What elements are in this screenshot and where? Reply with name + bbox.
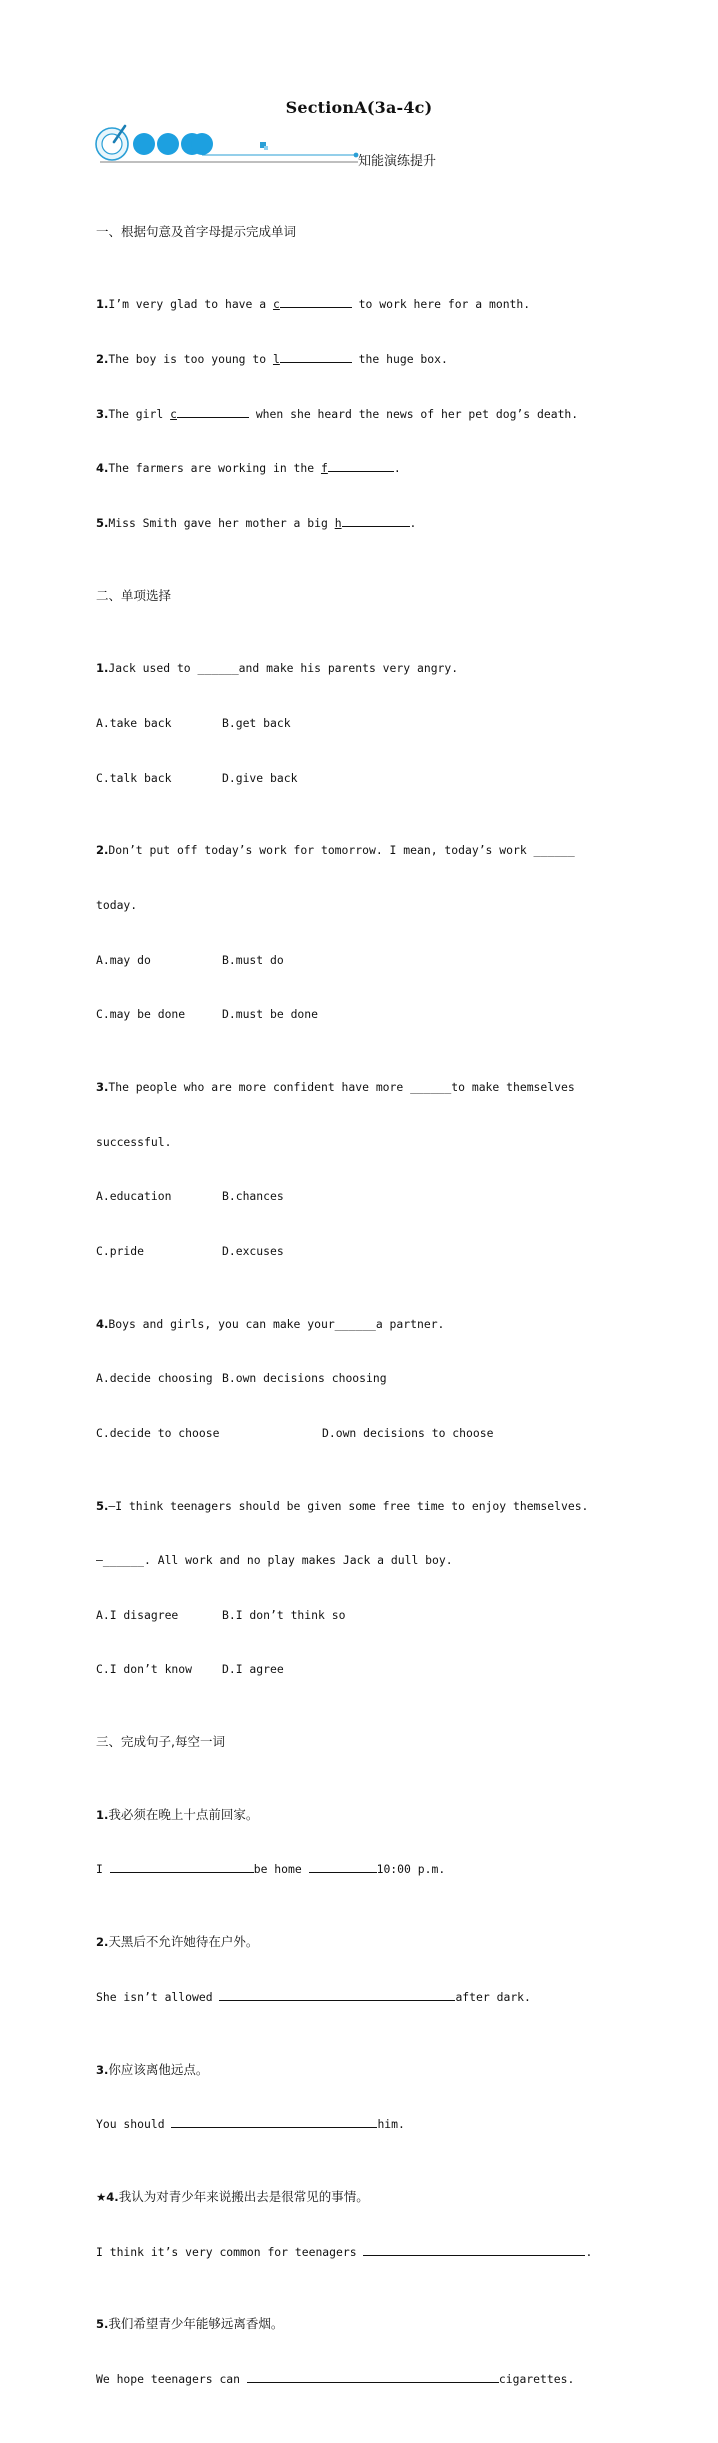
s2-question-3-cont: successful. — [96, 1134, 172, 1149]
s2-q1-options-cd — [96, 769, 616, 787]
answer-blank[interactable] — [363, 2243, 585, 2256]
s3-question-4-cn: ★4.我认为对青少年来说搬出去是很常见的事情。 — [96, 2189, 369, 2205]
s3-question-2-cn: 2.天黑后不允许她待在户外。 — [96, 1934, 259, 1950]
option-b[interactable]: B.I don’t think so — [222, 1607, 346, 1622]
option-a[interactable]: A.decide choosing — [96, 1371, 213, 1386]
s2-q3-options-cd — [96, 1242, 616, 1260]
option-a[interactable]: A.I disagree — [96, 1607, 179, 1622]
s2-q1-options-ab — [96, 714, 616, 732]
s1-question-1: 1.I’m very glad to have a c to work here for a month. — [96, 297, 531, 312]
answer-blank[interactable] — [280, 295, 352, 308]
s2-question-2: 2.Don’t put off today’s work for tomorrow. I mean, today’s work ______ — [96, 843, 575, 858]
answer-blank[interactable] — [280, 350, 352, 363]
s2-q3-options-ab — [96, 1187, 616, 1205]
answer-blank[interactable] — [110, 1860, 254, 1873]
s2-question-5-cont: —______. All work and no play makes Jack a dull boy. — [96, 1553, 453, 1568]
s3-question-5-en: We hope teenagers can cigarettes. — [96, 2372, 575, 2387]
answer-blank[interactable] — [219, 1988, 455, 2001]
s3-question-3-en: You should him. — [96, 2117, 405, 2132]
option-d[interactable]: D.give back — [222, 770, 298, 785]
s3-question-1-en: I be home 10:00 p.m. — [96, 1862, 446, 1877]
s3-question-5-cn: 5.我们希望青少年能够远离香烟。 — [96, 2316, 284, 2332]
option-a[interactable]: A.may do — [96, 952, 151, 967]
s3-question-1-cn: 1.我必须在晚上十点前回家。 — [96, 1806, 259, 1822]
s3-question-2-en: She isn’t allowed after dark. — [96, 1989, 531, 2004]
option-d[interactable]: D.I agree — [222, 1662, 284, 1677]
page-title: SectionA(3a-4c) — [285, 98, 433, 117]
option-c[interactable]: C.may be done — [96, 1007, 186, 1022]
option-b[interactable]: B.get back — [222, 715, 291, 730]
answer-blank[interactable] — [342, 514, 410, 527]
s2-q5-options-cd — [96, 1660, 616, 1678]
s1-question-4: 4.The farmers are working in the f . — [96, 461, 401, 476]
option-b[interactable]: B.must do — [222, 952, 284, 967]
banner-dot-4 — [191, 133, 213, 155]
s3-question-4-en: I think it’s very common for teenagers . — [96, 2244, 593, 2259]
option-c[interactable]: C.I don’t know — [96, 1662, 193, 1677]
answer-blank[interactable] — [247, 2370, 499, 2383]
s1-question-3: 3.The girl c when she heard the news of her pet dog’s death. — [96, 406, 579, 421]
s2-question-1: 1.Jack used to ______and make his parents very angry. — [96, 661, 459, 676]
option-d[interactable]: D.must be done — [222, 1007, 319, 1022]
s2-q2-options-ab — [96, 951, 616, 969]
banner-dot-2 — [157, 133, 179, 155]
magnifier-icon — [96, 126, 128, 160]
section-3-header: 三、完成句子,每空一词 — [96, 1734, 225, 1750]
answer-blank[interactable] — [171, 2115, 377, 2128]
banner-dot-1 — [133, 133, 155, 155]
s3-question-3-cn: 3.你应该离他远点。 — [96, 2061, 209, 2077]
s2-question-5: 5.—I think teenagers should be given some free time to enjoy themselves. — [96, 1498, 589, 1513]
option-b[interactable]: B.own decisions choosing — [222, 1371, 387, 1386]
section-banner — [94, 122, 614, 166]
s1-question-2: 2.The boy is too young to l the huge box. — [96, 352, 448, 366]
s2-q2-options-cd — [96, 1005, 616, 1023]
s2-q4-options-cd — [96, 1424, 616, 1442]
section-1-header: 一、根据句意及首字母提示完成单词 — [96, 223, 297, 239]
option-c[interactable]: C.decide to choose — [96, 1425, 220, 1440]
option-d[interactable]: D.excuses — [222, 1243, 284, 1258]
s2-q5-options-ab — [96, 1606, 616, 1624]
s2-question-2-cont: today. — [96, 897, 138, 912]
worksheet-content — [96, 168, 616, 2443]
banner-label: 知能演练提升 — [358, 154, 437, 169]
s2-question-3: 3.The people who are more confident have more ______to make themselves — [96, 1079, 575, 1094]
s2-question-4: 4.Boys and girls, you can make your______a partner. — [96, 1316, 445, 1331]
section-2-header: 二、单项选择 — [96, 587, 172, 603]
option-c[interactable]: C.talk back — [96, 770, 172, 785]
s2-q4-options-ab — [96, 1369, 616, 1387]
answer-blank[interactable] — [328, 459, 394, 472]
answer-blank[interactable] — [309, 1860, 377, 1873]
option-a[interactable]: A.take back — [96, 715, 172, 730]
answer-blank[interactable] — [177, 405, 249, 418]
option-b[interactable]: B.chances — [222, 1189, 284, 1204]
option-d[interactable]: D.own decisions to choose — [322, 1425, 494, 1440]
s1-question-5: 5.Miss Smith gave her mother a big h . — [96, 515, 417, 530]
option-a[interactable]: A.education — [96, 1189, 172, 1204]
option-c[interactable]: C.pride — [96, 1243, 145, 1258]
